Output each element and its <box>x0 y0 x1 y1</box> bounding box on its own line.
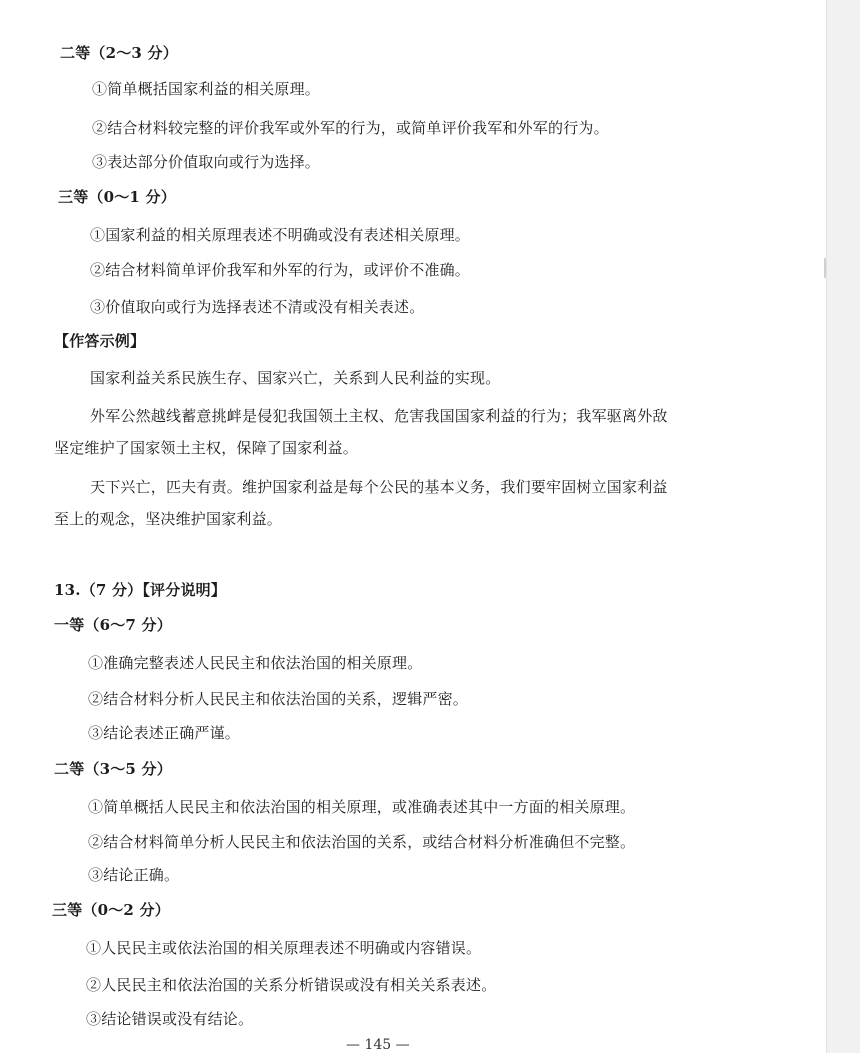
criterion-item: ②人民民主和依法治国的关系分析错误或没有相关关系表述。 <box>86 976 497 994</box>
criterion-item: ③价值取向或行为选择表述不清或没有相关表述。 <box>90 298 425 316</box>
criterion-item: ③表达部分价值取向或行为选择。 <box>92 153 321 171</box>
grade-two-heading: 二等（2～3 分） <box>60 44 178 62</box>
criterion-item: ②结合材料分析人民民主和依法治国的关系，逻辑严密。 <box>88 690 469 708</box>
sample-answer-paragraph: 外军公然越线蓄意挑衅是侵犯我国领土主权、危害我国国家利益的行为；我军驱离外敌 <box>90 407 668 425</box>
question-13-heading: 13.（7 分）【评分说明】 <box>54 581 227 599</box>
criterion-item: ③结论正确。 <box>88 866 180 884</box>
sample-answer-paragraph: 至上的观念，坚决维护国家利益。 <box>54 510 283 528</box>
grade-two-heading: 二等（3～5 分） <box>54 760 172 778</box>
criterion-item: ①国家利益的相关原理表述不明确或没有表述相关原理。 <box>90 226 471 244</box>
criterion-item: ②结合材料简单分析人民民主和依法治国的关系，或结合材料分析准确但不完整。 <box>88 833 636 851</box>
grade-three-heading: 三等（0～2 分） <box>52 901 170 919</box>
sample-answer-heading: 【作答示例】 <box>54 332 146 350</box>
sample-answer-paragraph: 国家利益关系民族生存、国家兴亡，关系到人民利益的实现。 <box>90 369 501 387</box>
criterion-item: ①人民民主或依法治国的相关原理表述不明确或内容错误。 <box>86 939 482 957</box>
criterion-item: ①简单概括国家利益的相关原理。 <box>92 80 321 98</box>
criterion-item: ③结论错误或没有结论。 <box>86 1010 254 1028</box>
page-number: — 145 — <box>346 1037 410 1053</box>
criterion-item: ②结合材料较完整的评价我军或外军的行为，或简单评价我军和外军的行为。 <box>92 119 609 137</box>
grade-one-heading: 一等（6～7 分） <box>54 616 172 634</box>
criterion-item: ③结论表述正确严谨。 <box>88 724 241 742</box>
criterion-item: ①准确完整表述人民民主和依法治国的相关原理。 <box>88 654 423 672</box>
sample-answer-paragraph: 坚定维护了国家领土主权，保障了国家利益。 <box>54 439 359 457</box>
criterion-item: ①简单概括人民民主和依法治国的相关原理，或准确表述其中一方面的相关原理。 <box>88 798 636 816</box>
grade-three-heading: 三等（0～1 分） <box>58 188 176 206</box>
scrollbar-thumb[interactable] <box>824 258 826 278</box>
criterion-item: ②结合材料简单评价我军和外军的行为，或评价不准确。 <box>90 261 471 279</box>
sample-answer-paragraph: 天下兴亡，匹夫有责。维护国家利益是每个公民的基本义务，我们要牢固树立国家利益 <box>90 478 668 496</box>
viewer-gutter <box>826 0 860 1053</box>
